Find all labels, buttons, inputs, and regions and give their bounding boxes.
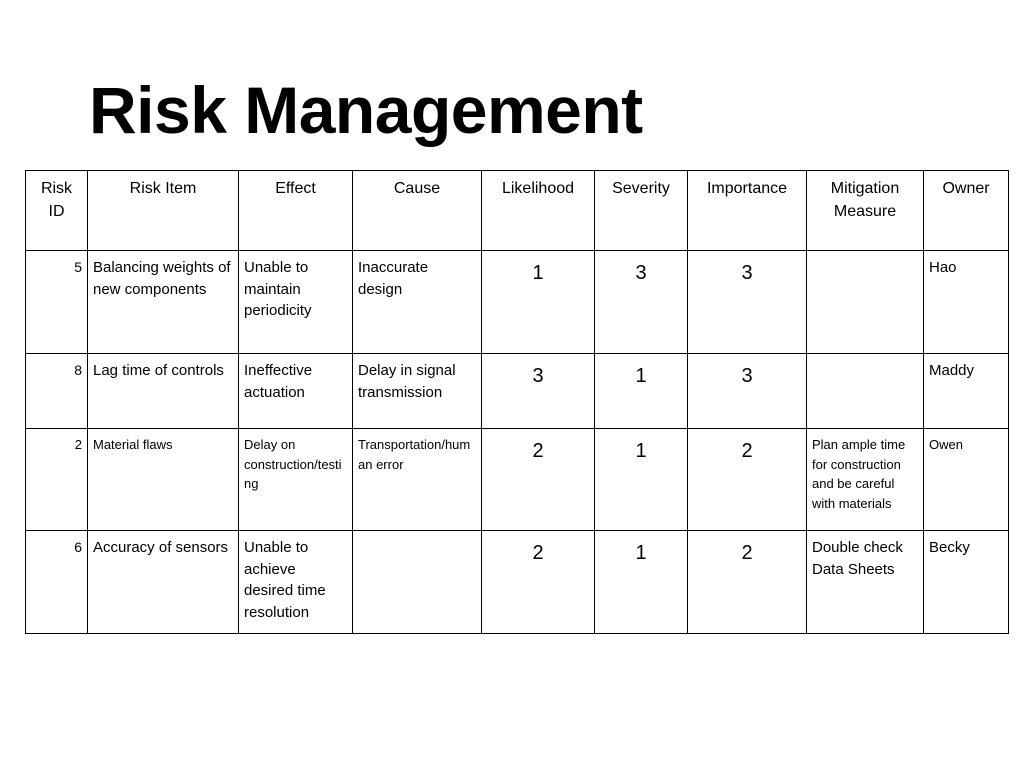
cell-likelihood: 2 (482, 531, 595, 634)
header-likelihood: Likelihood (482, 171, 595, 251)
table-row (26, 354, 1009, 429)
cell-importance: 3 (688, 251, 807, 354)
cell-risk-item: Balancing weights of new components (88, 251, 239, 354)
header-risk-id: Risk ID (26, 171, 88, 251)
cell-likelihood: 3 (482, 354, 595, 429)
cell-owner: Becky (924, 531, 1009, 634)
cell-owner: Maddy (924, 354, 1009, 429)
cell-cause (353, 531, 482, 634)
cell-importance: 2 (688, 429, 807, 531)
cell-risk-id: 2 (26, 429, 88, 531)
header-cause: Cause (353, 171, 482, 251)
cell-mitigation (807, 354, 924, 429)
cell-risk-id: 6 (26, 531, 88, 634)
cell-owner: Hao (924, 251, 1009, 354)
cell-severity: 1 (595, 354, 688, 429)
cell-severity: 1 (595, 429, 688, 531)
table-row (26, 251, 1009, 354)
cell-severity: 3 (595, 251, 688, 354)
header-effect: Effect (239, 171, 353, 251)
cell-mitigation (807, 251, 924, 354)
table-header-row (26, 171, 1009, 251)
cell-cause: Transportation/human error (353, 429, 482, 531)
cell-importance: 3 (688, 354, 807, 429)
cell-owner: Owen (924, 429, 1009, 531)
cell-risk-item: Accuracy of sensors (88, 531, 239, 634)
slide-title: Risk Management (89, 73, 643, 147)
header-mitigation: Mitigation Measure (807, 171, 924, 251)
cell-effect: Delay on construction/testing (239, 429, 353, 531)
cell-severity: 1 (595, 531, 688, 634)
cell-risk-id: 5 (26, 251, 88, 354)
table-row (26, 531, 1009, 634)
cell-mitigation: Plan ample time for construction and be careful with materials (807, 429, 924, 531)
cell-effect: Unable to achieve desired time resolution (239, 531, 353, 634)
header-importance: Importance (688, 171, 807, 251)
table-row (26, 429, 1009, 531)
cell-risk-id: 8 (26, 354, 88, 429)
cell-likelihood: 2 (482, 429, 595, 531)
cell-effect: Ineffective actuation (239, 354, 353, 429)
cell-risk-item: Material flaws (88, 429, 239, 531)
cell-cause: Delay in signal transmission (353, 354, 482, 429)
cell-importance: 2 (688, 531, 807, 634)
cell-cause: Inaccurate design (353, 251, 482, 354)
header-severity: Severity (595, 171, 688, 251)
header-risk-item: Risk Item (88, 171, 239, 251)
cell-likelihood: 1 (482, 251, 595, 354)
cell-risk-item: Lag time of controls (88, 354, 239, 429)
cell-effect: Unable to maintain periodicity (239, 251, 353, 354)
header-owner: Owner (924, 171, 1009, 251)
risk-table (25, 170, 1009, 634)
cell-mitigation: Double check Data Sheets (807, 531, 924, 634)
